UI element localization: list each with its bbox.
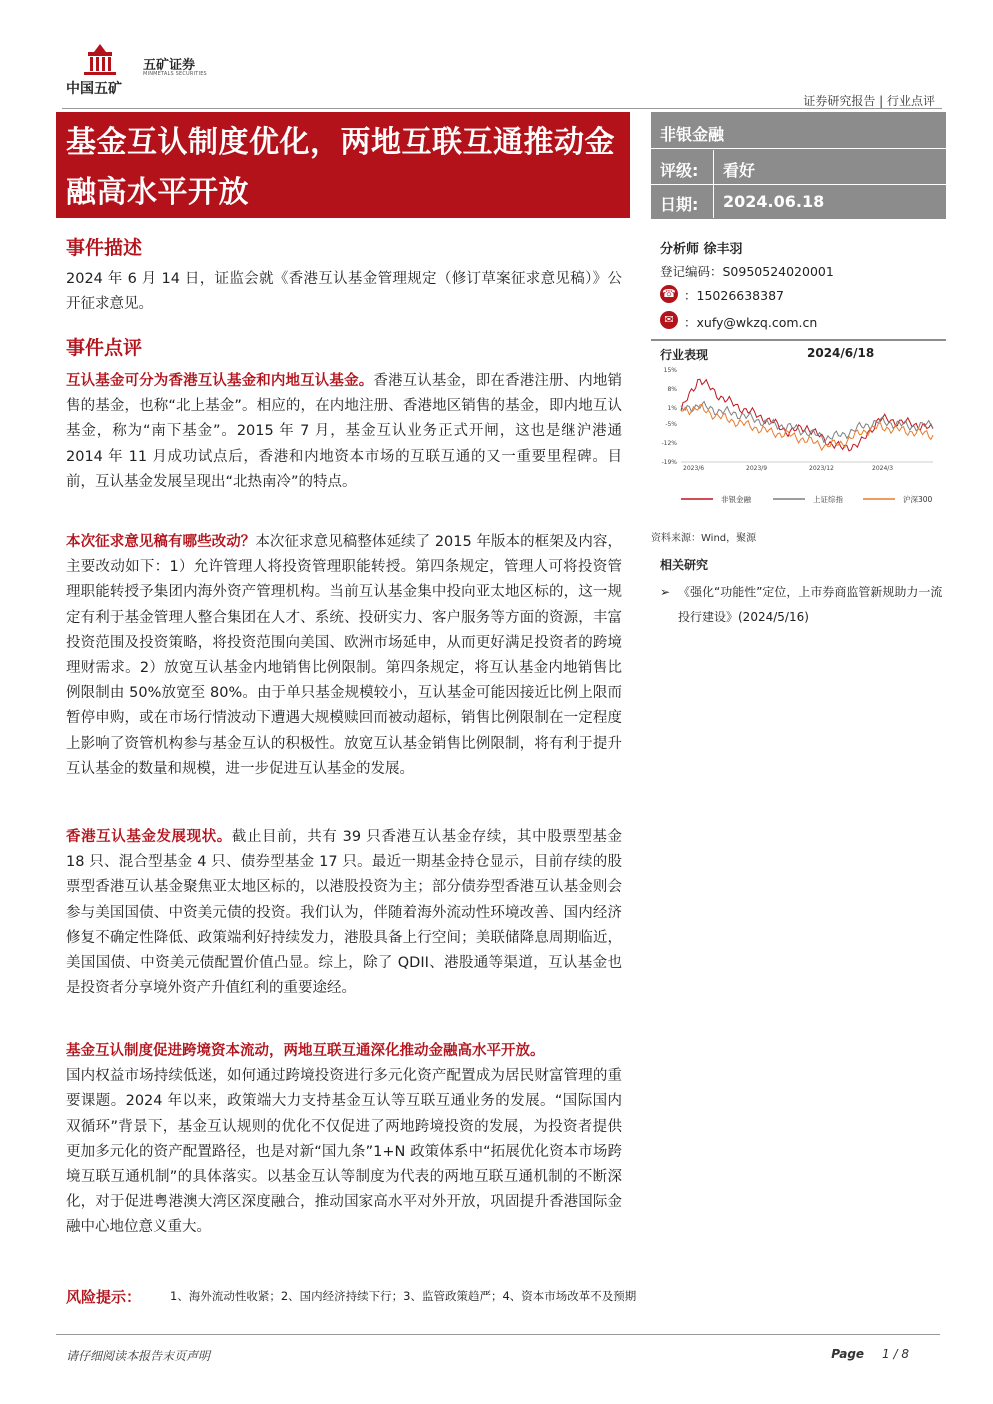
analyst-name: 分析师 徐丰羽: [660, 242, 743, 257]
rating-divider: [651, 148, 946, 149]
logo-icon: [80, 42, 120, 78]
email-icon: ✉: [660, 311, 678, 329]
paragraph-1-body: 香港互认基金，即在香港注册、内地销售的基金，也称“北上基金”。相应的，在内地注册、香港地区销售的基金，即内地互认基金，称为“南下基金”。2015 年 7 月，基金互认业务正式开闸，这也是继沪港通 2014 年 11 月成功试点后，香港和内地资本市场的互联互通的又一重要里程碑。目前，互认基金发展呈现出“北热南冷”的特点。: [66, 373, 623, 490]
logo-text-cn: 中国五矿: [66, 81, 122, 97]
page-num: 1 / 8: [882, 1347, 909, 1361]
y-tick-label: 1%: [667, 404, 677, 412]
legend-label: 上证综指: [813, 495, 843, 504]
x-tick-label: 2023/9: [746, 465, 768, 472]
industry-chart: [651, 362, 946, 517]
series-line: [681, 379, 933, 451]
related-heading: 相关研究: [660, 558, 709, 572]
rating-divider: [651, 184, 946, 185]
x-tick-label: 2023/6: [683, 465, 705, 472]
header-divider: [62, 108, 942, 109]
y-tick-label: -12%: [661, 440, 677, 448]
paragraph-2: [66, 530, 622, 782]
paragraph-3: [66, 825, 622, 1001]
analyst-reg: 登记编码：S0950524020001: [660, 264, 834, 279]
paragraph-2-highlight: 本次征求意见稿有哪些改动？: [66, 534, 256, 550]
paragraph-1-highlight: 互认基金可分为香港互认基金和内地互认基金。: [66, 373, 374, 389]
rating-value: 看好: [723, 161, 756, 180]
chart-date: 2024/6/18: [807, 346, 875, 360]
paragraph-3-highlight: 香港互认基金发展现状。: [66, 829, 232, 845]
x-tick-label: 2023/12: [809, 465, 834, 472]
analyst-email[interactable]: ：xufy@wkzq.com.cn: [684, 315, 818, 330]
paragraph-4-highlight: 基金互认制度促进跨境资本流动，两地互联互通深化推动金融高水平开放。: [66, 1043, 545, 1059]
industry-name: 非银金融: [660, 125, 725, 144]
related-item[interactable]: ➢ 《强化“功能性”定位，上市券商监管新规助力一流投行建设》(2024/5/16): [668, 580, 948, 630]
rating-label: 评级:: [660, 161, 699, 180]
risk-label: 风险提示：: [66, 1288, 142, 1306]
date-label: 日期:: [660, 195, 699, 214]
event-comment-heading: 事件点评: [66, 337, 143, 359]
logo-brand-en: MINMETALS SECURITIES: [143, 71, 207, 77]
chart-source: 资料来源：Wind，聚源: [651, 533, 757, 544]
phone-icon: ☎: [660, 285, 678, 303]
event-desc-text: 2024 年 6 月 14 日，证监会就《香港互认基金管理规定（修订草案征求意见稿）》公开征求意见。: [66, 271, 622, 313]
breadcrumb: 证券研究报告 | 行业点评: [803, 94, 935, 108]
report-title: 基金互认制度优化，两地互联互通推动金融高水平开放: [66, 125, 615, 210]
event-desc-heading: 事件描述: [66, 237, 143, 259]
x-tick-label: 2024/3: [872, 465, 894, 472]
chart-title: 行业表现: [660, 348, 709, 362]
related-item-text: 《强化“功能性”定位，上市券商监管新规助力一流投行建设》(2024/5/16): [678, 585, 943, 624]
y-tick-label: -5%: [665, 421, 677, 429]
legend-label: 沪深300: [903, 495, 933, 504]
paragraph-2-body: 本次征求意见稿整体延续了 2015 年版本的框架及内容，主要改动如下：1）允许管理人将投资管理职能转授。第四条规定，管理人可将投资管理职能转授予集团内海外资产管理机构。当前互认基金集中投向亚太地区标的，这一规定有利于基金管理人整合集团在人才、系统、投研实力、客户服务等方面的资源，丰富投资范围及投资策略，将投资范围向美国、欧洲市场延申，从而更好满足投资者的跨境理财需求。2）放宽互认基金内地销售比例限制。第四条规定，将互认基金内地销售比例限制由 50%放宽至 80%。由于单只基金规模较小，互认基金可能因接近比例上限而暂停申购，或在市场行情波动下遭遇大规模赎回而被动超标，销售比例限制在一定程度上影响了资管机构参与基金互认的积极性。放宽互认基金销售比例限制，将有利于提升互认基金的数量和规模，进一步促进互认基金的发展。: [66, 534, 622, 777]
paragraph-4-body: 国内权益市场持续低迷，如何通过跨境投资进行多元化资产配置成为居民财富管理的重要课题。2024 年以来，政策端大力支持基金互认等互联互通业务的发展。“国际国内双循环”背景下，基金互认规则的优化不仅促进了两地跨境投资的发展，为投资者提供更加多元化的资产配置路径，也是对新“国九条”1+N 政策体系中“拓展优化资本市场跨境互联互通机制”的具体落实。以基金互认等制度为代表的两地互联互通机制的不断深化，对于促进粤港澳大湾区深度融合，推动国家高水平对外开放，巩固提升香港国际金融中心地位意义重大。: [66, 1068, 622, 1236]
logo-brand: 五矿证券: [143, 58, 196, 73]
series-line: [681, 402, 933, 443]
y-tick-label: -19%: [661, 459, 677, 466]
email-value: xufy@wkzq.com.cn: [696, 315, 818, 330]
page-number: [831, 1347, 909, 1361]
date-value: 2024.06.18: [723, 192, 825, 211]
legend-label: 非银金融: [721, 495, 751, 504]
footer-divider: [56, 1334, 940, 1335]
phone-value: 15026638387: [696, 288, 784, 303]
rating-col-divider: [713, 150, 714, 218]
paragraph-3-body: 截止目前，共有 39 只香港互认基金存续，其中股票型基金 18 只、混合型基金 4 只、债券型基金 17 只。最近一期基金持仓显示，目前存续的股票型香港互认基金聚焦亚太地区标的，以港股投资为主；部分债券型香港互认基金则会参与美国国债、中资美元债的投资。我们认为，伴随着海外流动性环境改善、国内经济修复不确定性降低、政策端利好持续发力，港股具备上行空间；美联储降息周期临近，美国国债、中资美元债配置价值凸显。综上，除了 QDII、港股通等渠道，互认基金也是投资者分享境外资产升值红利的重要途经。: [66, 829, 623, 997]
y-tick-label: 8%: [667, 385, 677, 393]
analyst-phone: ：15026638387: [684, 288, 784, 303]
page-label: Page: [831, 1347, 865, 1361]
paragraph-1: [66, 369, 622, 495]
y-tick-label: 15%: [663, 367, 677, 374]
footer-disclaimer: 请仔细阅读本报告末页声明: [66, 1349, 211, 1363]
risk-text: 1、海外流动性收紧；2、国内经济持续下行；3、监管政策趋严；4、资本市场改革不及预期: [170, 1289, 637, 1303]
paragraph-4: [66, 1039, 622, 1241]
